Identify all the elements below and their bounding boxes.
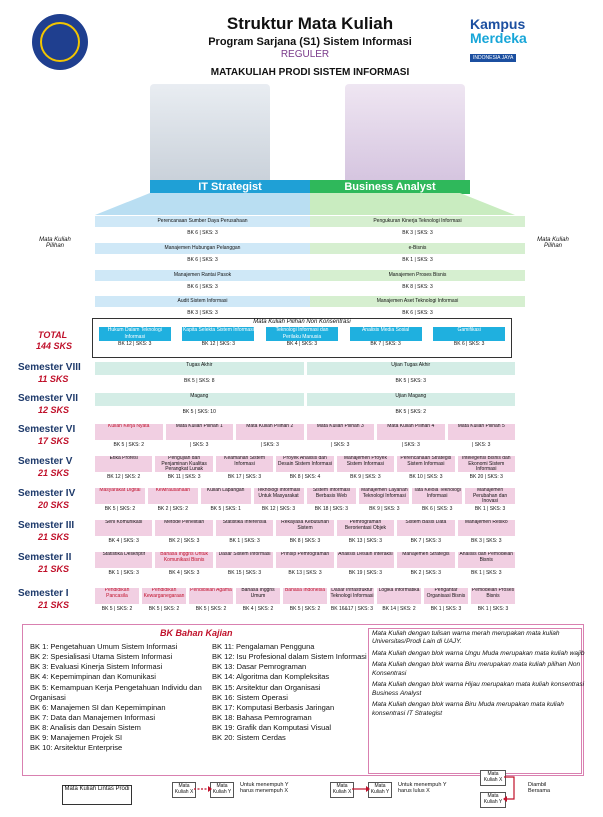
track-course-it: Manajemen Hubungan Pelanggan — [95, 243, 310, 254]
bk-legend-item: BK 2: Spesialisasi Utama Sistem Informasi — [30, 652, 173, 662]
note-item: Mata Kuliah dengan tulisan warna merah merupakan mata kuliah Universitas/Prodi Lain di UAJY. — [372, 630, 560, 646]
semester-sks: 21 SKS — [38, 468, 70, 478]
semester-label: Semester IV — [18, 488, 76, 499]
non-konsentrasi-course — [99, 327, 171, 347]
bk-legend-item: BK 15: Arsitektur dan Organisasi — [212, 682, 321, 692]
course-bk: BK 12 | SKS: 2 — [107, 474, 141, 480]
track-course-it-bk: BK 6 | SKS: 3 — [187, 257, 218, 263]
course-bk: BK 1 | SKS: 3 — [430, 606, 462, 612]
course-bk: BK 13 | SKS: 3 — [288, 570, 322, 576]
bk-legend-item: BK 13: Dasar Pemrograman — [212, 662, 307, 672]
track-course-ba-bk: BK 3 | SKS: 3 — [402, 230, 433, 236]
track-course-ba-bk: BK 1 | SKS: 3 — [402, 257, 433, 263]
semester-sks: 21 SKS — [38, 532, 70, 542]
course-bk: BK 12 | SKS: 3 — [118, 341, 152, 347]
course-bk: BK 5 | SKS: 1 — [210, 506, 241, 512]
course-box: Pendidikan Pancasila — [95, 588, 139, 604]
course-box: Pengantar Organisasi Bisnis — [424, 588, 468, 604]
course-box: Sistem Basis Data — [397, 520, 454, 536]
key1-mk-y: Mata Kuliah Y — [210, 782, 234, 798]
course-bk: BK 8 | SKS: 4 — [289, 474, 321, 480]
bk-legend-right — [212, 642, 367, 743]
course-bk: BK 17 | SKS: 3 — [227, 474, 262, 480]
course-box: Bahasa Indonesia — [283, 588, 327, 604]
non-konsentrasi-title: Mata Kuliah Pilihan Non Konsentrasi — [253, 319, 351, 325]
total-label: TOTAL — [38, 330, 68, 340]
course-bk: BK 1 | SKS: 3 — [471, 570, 502, 576]
course-bk: BK 5 | SKS: 2 — [289, 606, 321, 612]
key3-mk-y: Mata Kuliah Y — [480, 792, 506, 808]
track-course-it: Audit Sistem Informasi — [95, 296, 310, 307]
notes-list — [372, 630, 597, 721]
course-bk: BK 5 | SKS: 2 — [148, 606, 180, 612]
course-bk: BK 15 | SKS: 3 — [227, 570, 262, 576]
course-bk: | SKS: 3 — [260, 442, 279, 448]
bk-legend-item: BK 14: Algoritma dan Kompleksitas — [212, 672, 330, 682]
track-course-ba: Pengukuran Kinerja Teknologi Informasi — [310, 216, 525, 227]
key2-text: Untuk menempuh Y harus lulus X — [398, 782, 447, 794]
note-item: Mata Kuliah dengan blok warna Hijau merupakan mata kuliah konsentrasi Business Analyst — [372, 681, 585, 697]
course-name: Gamifikasi — [433, 327, 505, 341]
course-bk: | SKS: 3 — [331, 442, 350, 448]
course-box: Analisis dan Pemodelan Bisnis — [458, 552, 515, 568]
total-sks: 144 SKS — [36, 341, 73, 351]
course-bk: BK 12 | SKS: 3 — [201, 341, 236, 347]
course-bk: BK 13 | SKS: 3 — [348, 538, 383, 544]
bk-legend-item: BK 12: Isu Profesional dalam Sistem Informasi — [212, 652, 367, 662]
bk-legend-item: BK 20: Sistem Cerdas — [212, 733, 286, 743]
course-box: Kuliah Kerja Nyata — [95, 424, 163, 440]
bk-legend-item: BK 8: Analisis dan Desain Sistem — [30, 723, 141, 732]
course-box: Manajemen Strategis — [397, 552, 454, 568]
course-box: Manajemen Perubahan dan Inovasi — [465, 488, 515, 504]
course-box: Mata Kuliah Pilihan 1 — [166, 424, 234, 440]
course-name: Analisis Media Sosial — [350, 327, 422, 341]
program-type: REGULER — [280, 49, 330, 60]
course-bk: BK 3 | SKS: 3 — [471, 538, 502, 544]
course-bk: BK 5 | SKS: 2 — [104, 506, 136, 512]
course-box: Metode Penelitian — [155, 520, 212, 536]
course-box: Etika Profesi — [95, 456, 152, 472]
course-name: Hukum Dalam Teknologi Informasi — [99, 327, 171, 341]
course-box: Statistika Inferensia — [216, 520, 273, 536]
track-course-ba: e-Bisnis — [310, 243, 525, 254]
semester-label: Semester II — [18, 552, 72, 563]
course-bk: BK 4 | SKS: 2 — [242, 606, 274, 612]
bk-legend-left — [30, 642, 220, 753]
course-box: Pendidikan Kewarganegaraan — [142, 588, 186, 604]
course-bk: BK 7 | SKS: 3 — [410, 538, 442, 544]
course-box: Statistika Deskriptif — [95, 552, 152, 568]
semester-label: Semester VII — [18, 393, 79, 404]
course-bk: BK 1 | SKS: 3 — [108, 570, 139, 576]
bk-legend-item: BK 18: Bahasa Pemrograman — [212, 712, 312, 722]
course-box: Tata Kelola Teknologi Informasi — [412, 488, 462, 504]
semester-sks: 17 SKS — [38, 436, 70, 446]
non-konsentrasi-panel — [92, 318, 512, 358]
bk-legend-title: BK Bahan Kajian — [160, 628, 233, 638]
note-item: Mata Kuliah dengan blok warna Biru Muda merupakan mata kuliah konsentrasi IT Strategist — [372, 701, 564, 717]
course-box: Logika Informatika — [377, 588, 421, 604]
semester-sks: 21 SKS — [38, 600, 70, 610]
course-box: Keamanan Sistem Informasi — [216, 456, 273, 472]
bk-legend-item: BK 1: Pengetahuan Umum Sistem Informasi — [30, 642, 178, 651]
course-bk: BK 5 | SKS: 2 — [113, 442, 144, 448]
lintas-prodi-key: Mata Kuliah Lintas Prodi — [62, 785, 132, 805]
course-box: Rekayasa Kebutuhan Sistem — [276, 520, 333, 536]
section-heading: MATAKULIAH PRODI SISTEM INFORMASI — [210, 67, 410, 78]
course-box: Prinsip Pemrograman — [276, 552, 333, 568]
note-item: Mata Kuliah dengan blok warna Ungu Muda merupakan mata kuliah wajib — [372, 649, 585, 657]
course-box: Manajemen Layanan Teknologi Informasi — [359, 488, 409, 504]
course-name: Teknologi Informasi dan Perilaku Manusia — [266, 327, 338, 341]
bk-legend-item: BK 6: Manajemen SI dan Kepemimpinan — [30, 702, 166, 712]
key2-mk-x: Mata Kuliah X — [330, 782, 354, 798]
course-bk: BK 14 | SKS: 2 — [382, 606, 416, 612]
non-konsentrasi-course — [350, 327, 422, 347]
course-box: Mata Kuliah Pilihan 4 — [377, 424, 445, 440]
course-bk: BK 4 | SKS: 3 — [108, 538, 139, 544]
track-course-it-bk: BK 6 | SKS: 3 — [187, 230, 218, 236]
course-bk: BK 7 | SKS: 3 — [370, 341, 401, 347]
side-label-right: Mata Kuliah Pilihan — [537, 237, 569, 249]
course-box: Pendidikan Agama — [189, 588, 233, 604]
course-bk: BK 1 | SKS: 3 — [474, 506, 506, 512]
course-name: Kapita Selekta Sistem Informasi — [182, 327, 254, 341]
track-course-it: Perencanaan Sumber Daya Perusahaan — [95, 216, 310, 227]
side-label-left: Mata Kuliah Pilihan — [39, 237, 71, 249]
course-box: Kuliah Lapangan — [201, 488, 251, 504]
track-course-it-bk: BK 3 | SKS: 3 — [187, 310, 218, 316]
course-box: Kewirausahaan — [148, 488, 198, 504]
semester-sks: 20 SKS — [38, 500, 70, 510]
non-konsentrasi-course — [266, 327, 338, 347]
bk-legend-item: BK 5: Kemampuan Kerja Pengetahuan Individu dan Organisasi — [30, 682, 202, 702]
course-bk: BK 11 | SKS: 3 — [167, 474, 201, 480]
course-box: Magang — [95, 393, 304, 406]
key2-mk-y: Mata Kuliah Y — [368, 782, 392, 798]
non-konsentrasi-course — [182, 327, 254, 347]
track-header-ba: Business Analyst — [310, 180, 470, 194]
course-box: Sistem Informasi Berbasis Web — [307, 488, 357, 504]
course-bk: BK 5 | SKS: 3 — [395, 378, 426, 384]
course-box: Manajemen Proyek Sistem Informasi — [337, 456, 394, 472]
bk-legend-item: BK 19: Grafik dan Komputasi Visual — [212, 723, 332, 732]
note-item: Mata Kuliah dengan blok warna Biru merupakan mata kuliah pilihan Non Konsentrasi — [372, 661, 581, 677]
page-subtitle: Program Sarjana (S1) Sistem Informasi — [208, 36, 412, 48]
track-pyramid — [95, 193, 515, 215]
course-box: Ujian Magang — [307, 393, 516, 406]
course-bk: BK 5 | SKS: 2 — [101, 606, 133, 612]
course-box: Analisis Desain Interaksi — [337, 552, 394, 568]
course-bk: BK 18 | SKS: 3 — [314, 506, 349, 512]
university-logo — [32, 14, 88, 70]
non-konsentrasi-course — [433, 327, 505, 347]
track-header-it: IT Strategist — [150, 180, 310, 194]
track-course-it-bk: BK 6 | SKS: 3 — [187, 284, 218, 290]
course-bk: BK 8 | SKS: 3 — [289, 538, 321, 544]
course-bk: | SKS: 3 — [472, 442, 491, 448]
course-bk: BK 2 | SKS: 3 — [410, 570, 442, 576]
course-box: Proyek Analisis dan Desain Sistem Informasi — [276, 456, 333, 472]
course-bk: | SKS: 3 — [190, 442, 209, 448]
semester-label: Semester VIII — [18, 362, 81, 373]
track-course-it: Manajemen Rantai Pasok — [95, 270, 310, 281]
page-title: Struktur Mata Kuliah — [226, 14, 394, 33]
course-box: Ujian Tugas Akhir — [307, 362, 516, 375]
key3-text: Diambil Bersama — [528, 782, 551, 794]
course-bk: BK 5 | SKS: 10 — [182, 409, 216, 415]
course-box: Bahasa Inggris Umum — [236, 588, 280, 604]
key1-mk-x: Mata Kuliah X — [172, 782, 196, 798]
course-bk: BK 19 | SKS: 3 — [348, 570, 383, 576]
course-box: Teknologi Informasi Untuk Masyarakat — [254, 488, 304, 504]
course-bk: BK 5 | SKS: 2 — [395, 409, 426, 415]
course-bk: BK 5 | SKS: 8 — [184, 378, 215, 384]
course-box: Mata Kuliah Pilihan 5 — [448, 424, 516, 440]
course-bk: BK 9 | SKS: 3 — [350, 474, 381, 480]
course-box: Pemrograman Berorientasi Objek — [337, 520, 394, 536]
it-strategist-illustration — [150, 84, 270, 189]
course-bk: BK 16&17 | SKS: 3 — [330, 606, 374, 612]
course-bk: BK 4 | SKS: 3 — [286, 341, 318, 347]
bk-legend-item: BK 4: Kepemimpinan dan Komunikasi — [30, 672, 156, 682]
semester-label: Semester I — [18, 588, 69, 599]
semester-label: Semester III — [18, 520, 75, 531]
course-box: Intelegensi Bisnis dan Ekonomi Sistem Informasi — [458, 456, 515, 472]
course-box: Pemodelan Proses Bisnis — [471, 588, 515, 604]
course-bk: BK 10 | SKS: 3 — [409, 474, 443, 480]
track-course-ba: Manajemen Aset Teknologi Informasi — [310, 296, 525, 307]
track-course-ba: Manajemen Proses Bisnis — [310, 270, 525, 281]
kampus-merdeka-logo: Kampus Merdeka INDONESIA JAYA — [470, 16, 527, 61]
bk-legend-item: BK 11: Pengalaman Pengguna — [212, 642, 315, 651]
course-box: Bahasa Inggris Untuk Komunikasi Bisnis — [155, 552, 212, 568]
course-bk: BK 20 | SKS: 3 — [469, 474, 503, 480]
course-bk: BK 2 | SKS: 2 — [157, 506, 189, 512]
semester-label: Semester VI — [18, 424, 76, 435]
course-box: Masyarakat Digital — [95, 488, 145, 504]
bk-legend-item: BK 10: Arsitektur Enterprise — [30, 743, 123, 753]
course-bk: BK 4 | SKS: 3 — [168, 570, 200, 576]
course-box: Tugas Akhir — [95, 362, 304, 375]
course-bk: | SKS: 3 — [401, 442, 420, 448]
business-analyst-illustration — [345, 84, 465, 189]
course-box: Dasar Sistem Informasi — [216, 552, 273, 568]
course-bk: BK 2 | SKS: 3 — [168, 538, 200, 544]
course-bk: BK 6 | SKS: 3 — [421, 506, 453, 512]
bk-legend-item: BK 17: Komputasi Berbasis Jaringan — [212, 702, 335, 712]
semester-sks: 11 SKS — [38, 374, 69, 384]
course-bk: BK 1 | SKS: 3 — [229, 538, 260, 544]
course-box: Mata Kuliah Pilihan 3 — [307, 424, 375, 440]
course-bk: BK 12 | SKS: 3 — [261, 506, 296, 512]
bk-legend-item: BK 16: Sistem Operasi — [212, 692, 288, 702]
track-course-ba-bk: BK 6 | SKS: 3 — [402, 310, 433, 316]
course-box: Manajemen Resiko — [458, 520, 515, 536]
course-bk: BK 6 | SKS: 3 — [453, 341, 485, 347]
course-box: Seni Komunikasi — [95, 520, 152, 536]
key1-text: Untuk menempuh Y harus menempuh X — [240, 782, 289, 794]
key3-mk-x: Mata Kuliah X — [480, 770, 506, 786]
track-course-ba-bk: BK 8 | SKS: 3 — [402, 284, 433, 290]
course-bk: BK 9 | SKS: 3 — [369, 506, 400, 512]
semester-label: Semester V — [18, 456, 73, 467]
semester-sks: 12 SKS — [38, 405, 70, 415]
course-box: Mata Kuliah Pilihan 2 — [236, 424, 304, 440]
course-bk: BK 1 | SKS: 3 — [477, 606, 509, 612]
course-bk: BK 5 | SKS: 2 — [195, 606, 227, 612]
course-box: Dasar Infrastruktur Teknologi Informasi — [330, 588, 374, 604]
course-box: Perencanaan Strategis Sistem Informasi — [397, 456, 454, 472]
bk-legend-item: BK 3: Evaluasi Kinerja Sistem Informasi — [30, 662, 163, 672]
semester-sks: 21 SKS — [38, 564, 70, 574]
bk-legend-item: BK 7: Data dan Manajemen Informasi — [30, 712, 156, 722]
course-box: Pengujian dan Penjaminan Kualitas Perangkat Lunak — [155, 456, 212, 472]
bk-legend-item: BK 9: Manajemen Projek SI — [30, 733, 123, 743]
